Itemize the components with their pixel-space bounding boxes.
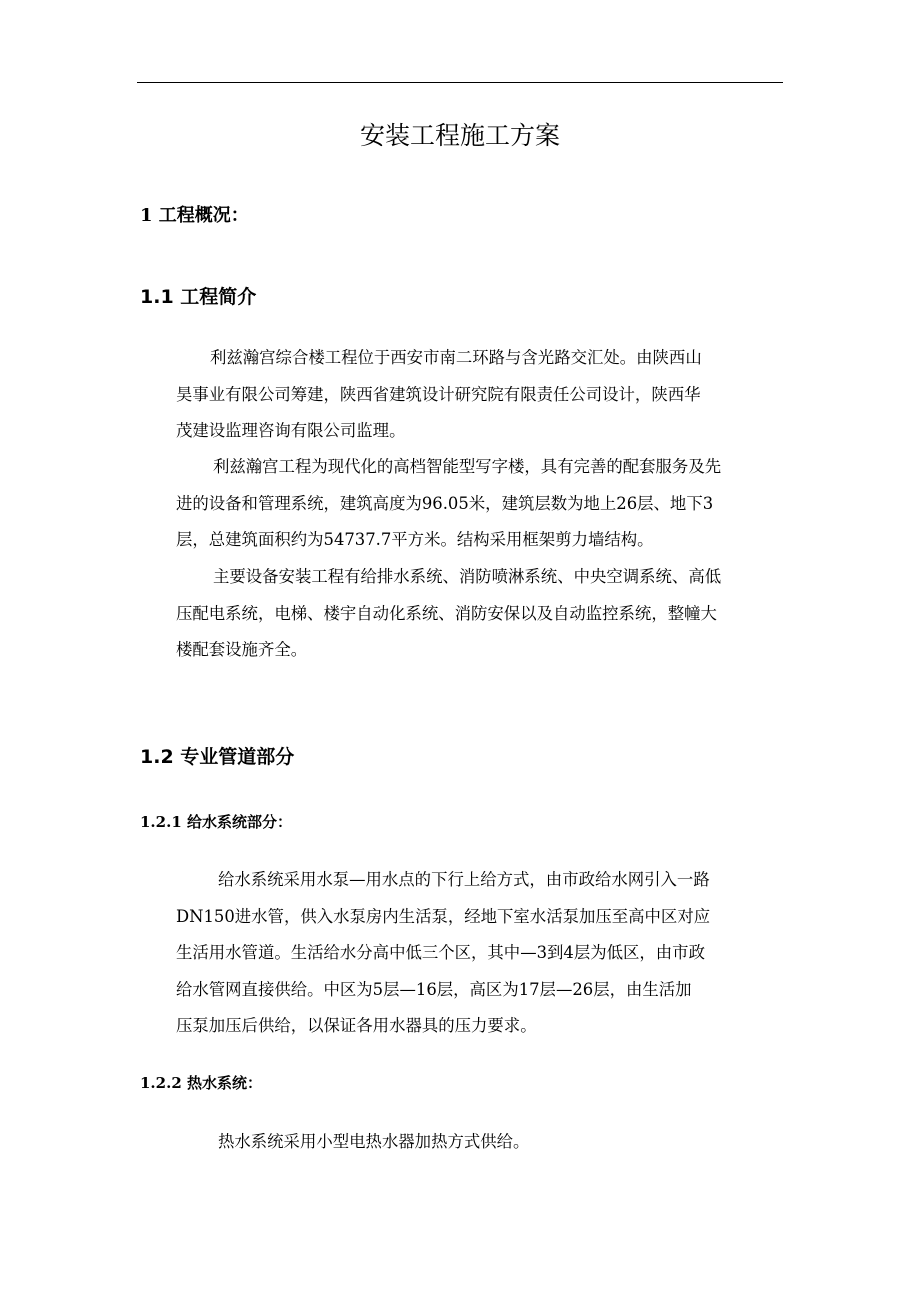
document-title: 安装工程施工方案 xyxy=(359,121,560,150)
paragraph-project-location xyxy=(176,340,816,450)
paragraph-line: 压配电系统，电梯、楼宇自动化系统、消防安保以及自动监控系统，整幢大 xyxy=(176,603,717,623)
paragraph-line: 生活用水管道。生活给水分高中低三个区，其中—3到4层为低区，由市政 xyxy=(176,943,705,962)
paragraph-line: 给水系统采用水泵—用水点的下行上给方式，由市政给水网引入一路 xyxy=(218,870,710,889)
paragraph-line: 热水系统采用小型电热水器加热方式供给。 xyxy=(218,1132,530,1151)
paragraph-line: 昊事业有限公司筹建，陕西省建筑设计研究院有限责任公司设计，陕西华 xyxy=(176,384,701,404)
section-1-2-heading: 1.2 专业管道部分 xyxy=(140,746,295,768)
paragraph-line: 楼配套设施齐全。 xyxy=(176,640,308,659)
paragraph-line: 进的设备和管理系统，建筑高度为96.05米，建筑层数为地上26层、地下3 xyxy=(176,493,714,513)
paragraph-line: 茂建设监理咨询有限公司监理。 xyxy=(176,421,406,440)
section-1-heading: 1 工程概况： xyxy=(140,205,249,226)
paragraph-line: 层，总建筑面积约为54737.7平方米。结构采用框架剪力墙结构。 xyxy=(176,530,654,549)
paragraph-line: 主要设备安装工程有给排水系统、消防喷淋系统、中央空调系统、高低 xyxy=(213,567,722,586)
paragraph-line: 给水管网直接供给。中区为5层—16层，高区为17层—26层，由生活加 xyxy=(176,979,692,999)
section-1-1-heading: 1.1 工程简介 xyxy=(140,286,257,308)
section-1-2-2-heading: 1.2.2 热水系统： xyxy=(140,1074,262,1092)
paragraph-water-supply xyxy=(176,862,824,1045)
paragraph-line: 利兹瀚宫工程为现代化的高档智能型写字楼，具有完善的配套服务及先 xyxy=(213,457,722,476)
paragraph-line: 压泵加压后供给，以保证各用水器具的压力要求。 xyxy=(176,1016,537,1035)
paragraph-line: DN150进水管，供入水泵房内生活泵，经地下室水活泵加压至高中区对应 xyxy=(176,906,711,926)
paragraph-building-overview xyxy=(176,449,819,559)
paragraph-hot-water xyxy=(218,1124,824,1161)
header-rule xyxy=(137,82,783,83)
paragraph-equipment-systems xyxy=(176,559,819,669)
section-1-2-1-heading: 1.2.1 给水系统部分： xyxy=(140,813,292,831)
paragraph-line: 利兹瀚宫综合楼工程位于西安市南二环路与含光路交汇处。由陕西山 xyxy=(210,348,702,367)
